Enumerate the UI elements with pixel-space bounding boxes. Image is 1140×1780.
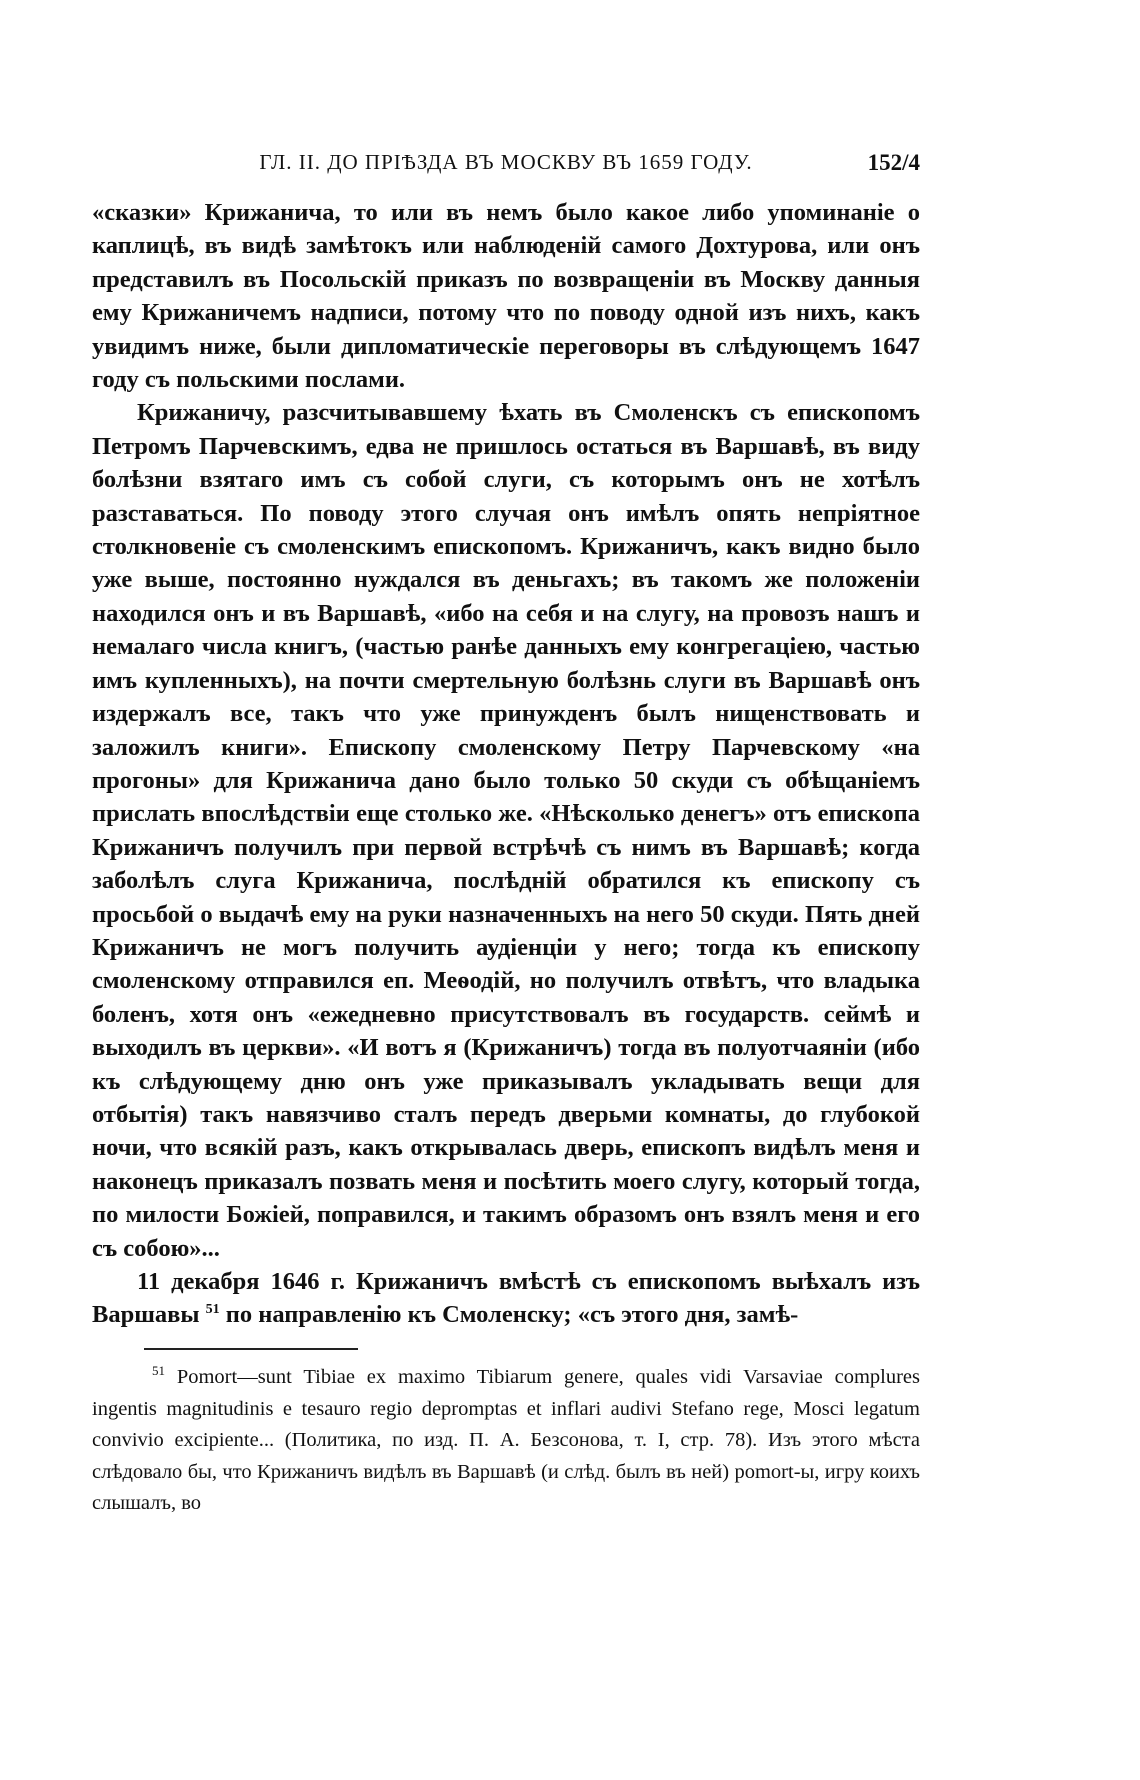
paragraph-2: Крижаничу, разсчитывавшему ѣхать въ Смоленскъ съ епископомъ Петромъ Парчевскимъ, едва не пришлось остаться въ Варшавѣ, въ виду болѣзни взятаго имъ съ собой слуги, съ которымъ онъ не хотѣлъ разставаться. По поводу этого случая онъ имѣлъ опять непріятное столкновеніе съ смоленскимъ епископомъ. Крижаничъ, какъ видно было уже выше, постоянно нуждался въ деньгахъ; въ такомъ же положеніи находился онъ и въ Варшавѣ, «ибо на себя и на слугу, на провозъ нашъ и немалаго числа книгъ, (частью ранѣе данныхъ ему конгрегаціею, частью имъ купленныхъ), на почти смертельную болѣзнь слуги въ Варшавѣ онъ издержалъ все, такъ что уже принужденъ былъ нищенствовать и заложилъ книги». Епископу смоленскому Петру Парчевскому «на прогоны» для Крижанича дано было только 50 скуди съ обѣщаніемъ прислать впослѣдствіи еще столько же. «Нѣсколько денегъ» отъ епископа Крижаничъ получилъ при первой встрѣчѣ съ нимъ въ Варшавѣ; когда заболѣлъ слуга Крижанича, послѣдній обратился къ епископу съ просьбой о выдачѣ ему на руки назначенныхъ на него 50 скуди. Пять дней Крижаничъ не могъ получить аудіенціи у него; тогда къ епископу смоленскому отправился еп. Меѳодій, но получилъ отвѣтъ, что владыка боленъ, хотя онъ «ежедневно присутствовалъ въ государств. сеймѣ и выходилъ въ церкви». «И вотъ я (Крижаничъ) тогда въ полуотчаяніи (ибо къ слѣдующему дню онъ уже приказывалъ укладывать вещи для отбытія) такъ навязчиво сталъ передъ дверьми комнаты, до глубокой ночи, что всякій разъ, какъ открывалась дверь, епископъ видѣлъ меня и наконецъ приказалъ позвать меня и посѣтить моего слугу, который тогда, по милости Божіей, поправился, и такимъ образомъ онъ взялъ меня и его съ собою»... [92, 399, 920, 1262]
paragraph-1: «сказки» Крижанича, то или въ немъ было какое либо упоминаніе о каплицѣ, въ видѣ замѣтокъ или наблюденій самого Дохтурова, или онъ представилъ въ Посольскій приказъ по возвращеніи въ Москву данныя ему Крижаничемъ надписи, потому что по поводу одной изъ нихъ, какъ увидимъ ниже, были дипломатическіе переговоры въ слѣдующемъ 1647 году съ польскими послами. [92, 199, 920, 394]
chapter-title: ГЛ. II. ДО ПРІѢЗДА ВЪ МОСКВУ ВЪ 1659 ГОДУ. [259, 150, 753, 174]
paragraph-3 [92, 1265, 920, 1332]
footnotes [92, 1362, 920, 1520]
running-head [92, 150, 920, 184]
page-number: 152/4 [867, 150, 920, 175]
footnote-marker: 51 [152, 1363, 165, 1379]
footnote-51 [92, 1362, 920, 1520]
paragraph-3-start: 11 декабря 1646 г. Крижаничъ вмѣстѣ съ епископомъ выѣхалъ изъ Варшавы [92, 1268, 920, 1329]
paragraph-3-end: по направленію къ Смоленску; «съ этого дня, замѣ- [225, 1301, 799, 1329]
footnote-divider [144, 1348, 358, 1350]
footnote-reference[interactable]: 51 [205, 1302, 220, 1318]
footnote-text: Pomort—sunt Tibiae ex maximo Tibiarum genere, quales vidi Varsaviae complures ingentis magnitudinis e tesauro regio depromptas et inflari audivi Stefano rege, Mosci legatum convivio excipiente... (Политика, по изд. П. А. Безсонова, т. I, стр. 78). Изъ этого мѣста слѣдовало бы, что Крижаничъ видѣлъ въ Варшавѣ (и слѣд. былъ въ ней) pomort-ы, игру коихъ слышалъ, во [92, 1366, 920, 1514]
main-text [92, 196, 920, 1332]
